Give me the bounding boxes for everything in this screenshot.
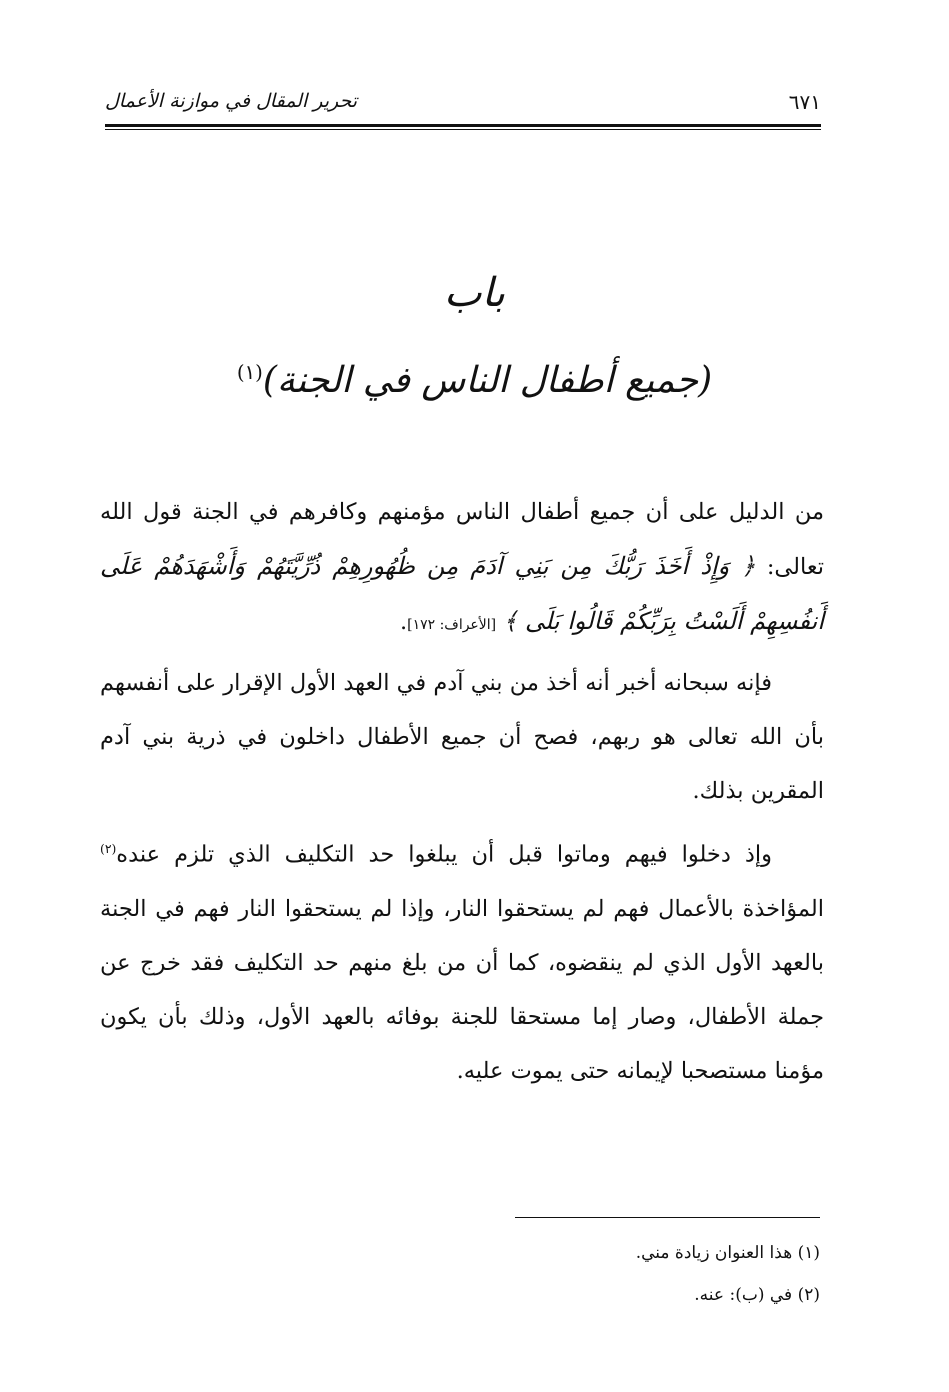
footnotes xyxy=(400,1232,820,1316)
page-number: ٦٧١ xyxy=(788,90,821,114)
running-title: تحرير المقال في موازنة الأعمال xyxy=(105,90,358,112)
paragraph-3-start: وإذ دخلوا فيهم وماتوا قبل أن يبلغوا حد التكليف الذي تلزم عنده xyxy=(116,841,772,868)
verse-reference: [الأعراف: ١٧٢] xyxy=(407,617,497,633)
header-rule-thin xyxy=(105,129,821,130)
chapter-footnote-marker: (١) xyxy=(236,361,263,384)
paragraph-1-end: . xyxy=(399,609,408,635)
paragraph-3-rest: المؤاخذة بالأعمال فهم لم يستحقوا النار، وإذا لم يستحقوا النار فهم في الجنة بالعهد الأول الذي لم ينقضوه، كما أن من بلغ منهم حد التكليف فقد خرج عن جملة الأطفال، وصار إما مستحقا للجنة بوفائه بالعهد الأول، وذلك بأن يكون مؤمنا مستصحبا لإيمانه حتى يموت عليه. xyxy=(100,895,824,1084)
chapter-label: باب xyxy=(444,270,505,316)
main-text xyxy=(100,485,824,1098)
quran-verse: ﴿ وَإِذْ أَخَذَ رَبُّكَ مِن بَنِي آدَمَ مِن ظُهُورِهِمْ ذُرِّيَّتَهُمْ وَأَشْهَدَهُمْ عَلَى أَنفُسِهِمْ أَلَسْتُ بِرَبِّكُمْ قَالُوا بَلَى ﴾ xyxy=(100,552,824,635)
paragraph-3 xyxy=(100,822,824,1098)
footnote-1: (١) هذا العنوان زيادة مني. xyxy=(635,1243,820,1263)
footnote-2: (٢) في (ب): عنه. xyxy=(694,1285,820,1305)
paragraph-1-intro: من الدليل على أن جميع أطفال الناس مؤمنهم وكافرهم في الجنة قول الله تعالى: xyxy=(100,499,825,580)
header-rule-thick xyxy=(105,124,821,127)
chapter-title-text: (جميع أطفال الناس في الجنة) xyxy=(262,360,713,401)
paragraph-2: فإنه سبحانه أخبر أنه أخذ من بني آدم في العهد الأول الإقرار على أنفسهم بأن الله تعالى هو ربهم، فصح أن جميع الأطفال داخلون في ذرية بني آدم المقرين بذلك. xyxy=(100,670,824,804)
paragraph-3-footnote-marker: (٢) xyxy=(100,842,117,856)
paragraph-1 xyxy=(100,485,824,652)
running-header xyxy=(105,78,821,130)
footnote-separator xyxy=(515,1217,820,1218)
chapter-title xyxy=(0,360,949,401)
